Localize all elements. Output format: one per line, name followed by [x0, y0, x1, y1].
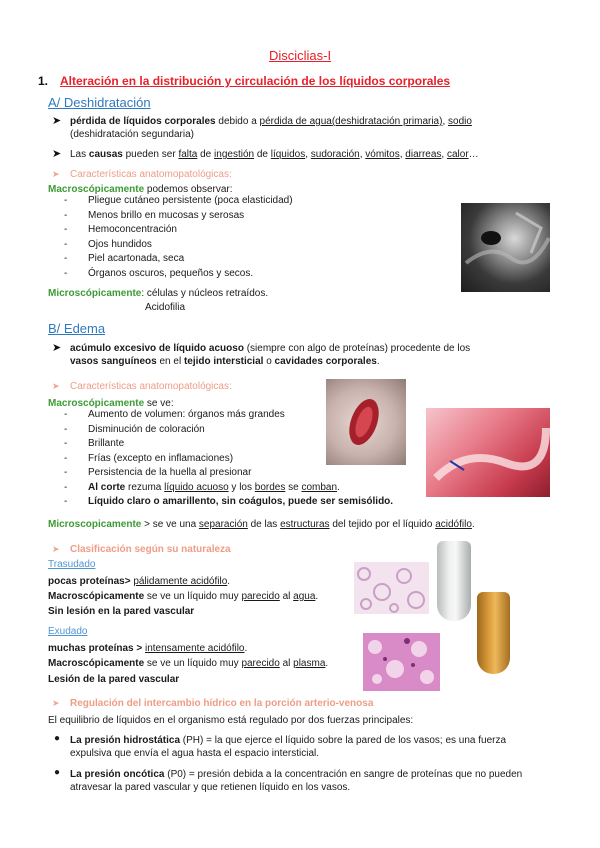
presion-oncotica: La presión oncótica (P0) = presión debida a la concentración en sangre de proteínas que no pueden atravesar la pared vascular y que retienen líquido en los vasos.: [70, 769, 523, 793]
exudado-histology-detail: [363, 633, 440, 691]
list-item: - Menos brillo en mucosas y serosas: [64, 209, 245, 221]
macro-line: Macroscópicamente se ve:: [48, 398, 174, 409]
yellow-liquid-tube: [477, 592, 510, 674]
edema-tissue-detail: [326, 379, 406, 465]
dehydration-photo: [461, 203, 550, 292]
arrow-bullet-icon: ➤: [52, 169, 60, 179]
subheading-edema: B/ Edema: [48, 321, 106, 336]
trasudado-line-1: pocas proteínas> pálidamente acidófilo.: [48, 576, 231, 587]
micro-line: Microscópicamente: células y núcleos retraídos.: [48, 288, 269, 299]
list-item: - Al corte rezuma líquido acuoso y los bordes se comban.: [64, 481, 340, 493]
exudado-line-1: muchas proteínas > intensamente acidófilo.: [48, 643, 248, 654]
list-item: - Frías (excepto en inflamaciones): [64, 452, 234, 464]
presion-hidrostatica: La presión hidrostática (PH) = la que ejerce el líquido sobre la pared de los vasos; es una fuerza expulsiva que envía el agua hasta el espacio intersticial.: [70, 735, 507, 759]
edema-pink-photo: [426, 408, 550, 497]
caracteristicas-heading: Características anatomopatológicas:: [70, 169, 232, 180]
section-title: Alteración en la distribución y circulación de los líquidos corporales: [60, 74, 451, 88]
bullet-icon: ●: [54, 767, 61, 778]
paragraph-deshidratacion-def: pérdida de líquidos corporales debido a pérdida de agua(deshidratación primaria), sodio (deshidratación segundaria): [70, 116, 472, 140]
section-heading: [38, 74, 450, 88]
list-item: - Ojos hundidos: [64, 238, 152, 250]
exudado-label: Exudado: [48, 626, 88, 637]
page-title: Disciclias-I: [268, 48, 332, 63]
list-item: - Disminución de coloración: [64, 423, 205, 435]
trasudado-histology-photo: [354, 562, 429, 614]
exudado-line-3: Lesión de la pared vascular: [48, 674, 180, 685]
arrow-bullet-icon: ➤: [52, 115, 62, 127]
regulacion-intro: El equilibrio de líquidos en el organismo está regulado por dos fuerzas principales:: [48, 715, 414, 726]
arrow-bullet-icon: ➤: [52, 381, 60, 391]
arrow-bullet-icon: ➤: [52, 148, 62, 160]
trasudado-line-2: Macroscópicamente se ve un líquido muy parecido al agua.: [48, 591, 319, 602]
caracteristicas-heading: Características anatomopatológicas:: [70, 381, 232, 392]
edema-pink-detail: [426, 408, 550, 497]
clasificacion-heading: Clasificación según su naturaleza: [70, 544, 231, 555]
list-item: - Persistencia de la huella al presionar: [64, 467, 252, 478]
edema-micro-line: Microscopicamente > se ve una separación de las estructuras del tejido por el líquido acidófilo.: [48, 519, 475, 530]
trasudado-label: Trasudado: [48, 559, 96, 570]
list-item: - Órganos oscuros, pequeños y secos.: [64, 267, 254, 279]
paragraph-edema-def: acúmulo excesivo de líquido acuoso (siempre con algo de proteínas) procedente de los vasos sanguíneos en el tejido intersticial o cavidades corporales.: [70, 343, 471, 367]
dehydration-photo-detail: [461, 203, 550, 292]
list-item: - Brillante: [64, 438, 125, 449]
list-item: - Líquido claro o amarillento, sin coágulos, puede ser semisólido.: [64, 496, 394, 507]
list-item: - Aumento de volumen: órganos más grandes: [64, 409, 285, 420]
micro-line-2: Acidofilia: [145, 302, 186, 313]
arrow-bullet-icon: ➤: [52, 698, 60, 708]
exudado-histology-photo: [363, 633, 440, 691]
exudado-line-2: Macroscópicamente se ve un líquido muy parecido al plasma.: [48, 658, 329, 669]
list-item: - Piel acartonada, seca: [64, 253, 185, 264]
macro-list: [64, 194, 404, 281]
bullet-icon: ●: [54, 733, 61, 744]
arrow-bullet-icon: ➤: [52, 342, 62, 354]
regulacion-heading: Regulación del intercambio hídrico en la porción arterio-venosa: [70, 698, 374, 709]
clear-liquid-tube: [437, 541, 471, 621]
trasudado-histology-detail: [354, 562, 429, 614]
subheading-deshidratacion: A/ Deshidratación: [48, 95, 151, 110]
paragraph-causas: Las causas pueden ser falta de ingestión de líquidos, sudoración, vómitos, diarreas, calor…: [70, 149, 479, 160]
arrow-bullet-icon: ➤: [52, 544, 60, 554]
trasudado-line-3: Sin lesión en la pared vascular: [48, 606, 195, 617]
macro-line: Macroscópicamente podemos observar:: [48, 184, 233, 195]
list-item: - Pliegue cutáneo persistente (poca elasticidad): [64, 195, 293, 206]
list-item: - Hemoconcentración: [64, 224, 177, 235]
section-number: 1.: [38, 74, 49, 88]
edema-tissue-photo: [326, 379, 406, 465]
